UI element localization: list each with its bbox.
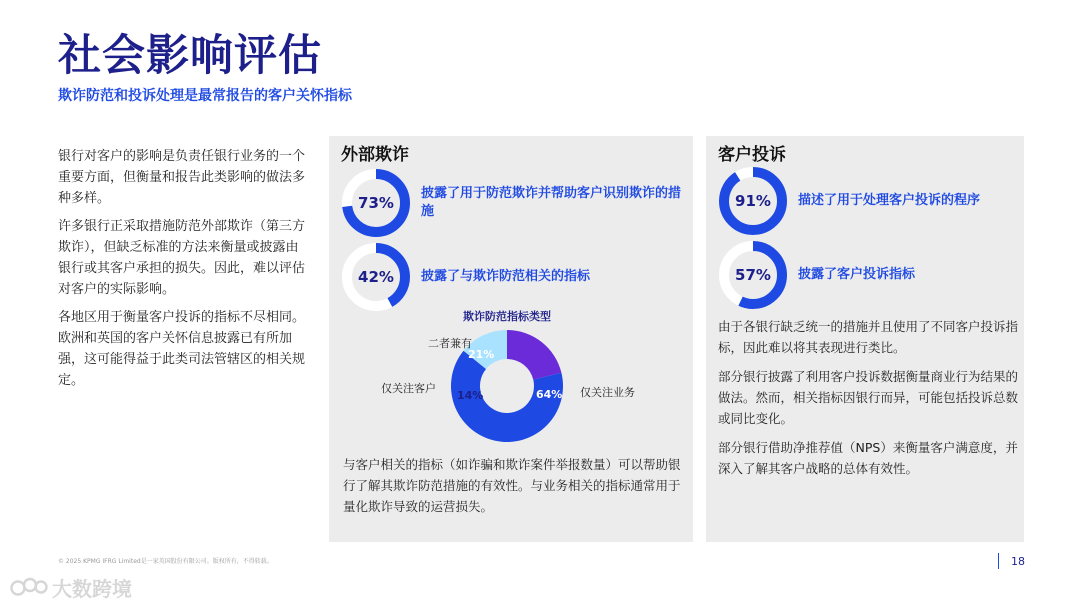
intro-text [58, 146, 310, 398]
donut-legend-label-business: 仅关注业务 [580, 386, 635, 399]
copyright-footer: © 2025 KPMG IFRG Limited是一家英国股份有限公司。版权所有，不得转载。 [58, 558, 273, 565]
fraud-bottom-text: 与客户相关的指标（如诈骗和欺诈案件举报数量）可以帮助银行了解其欺诈防范措施的有效性。与业务相关的指标通常用于量化欺诈导致的运营损失。 [343, 457, 681, 514]
page-number: 18 [1011, 555, 1025, 568]
intro-paragraph: 银行对客户的影响是负责任银行业务的一个重要方面，但衡量和报告此类影响的做法多种多样。 [58, 149, 306, 206]
donut-chart-title: 欺诈防范指标类型 [463, 310, 551, 323]
page-number-divider [998, 553, 999, 569]
stat-label: 披露了与欺诈防范相关的指标 [421, 269, 591, 284]
progress-ring [341, 242, 411, 312]
fraud-stat-measures [341, 168, 681, 240]
complaint-stat-procedure [718, 166, 1018, 238]
fraud-panel-title: 外部欺诈 [341, 145, 409, 165]
ring-percent: 73% [358, 194, 394, 212]
stat-label: 描述了用于处理客户投诉的程序 [798, 193, 981, 208]
progress-ring [718, 166, 788, 236]
stat-label: 披露了用于防范欺诈并帮助客户识别欺诈的措施 [421, 186, 682, 219]
progress-ring [718, 240, 788, 310]
complaint-paragraph: 部分银行借助净推荐值（NPS）来衡量客户满意度，并深入了解其客户战略的总体有效性。 [718, 440, 1018, 476]
complaint-panel-title: 客户投诉 [718, 145, 786, 165]
ring-percent: 42% [358, 268, 394, 286]
fraud-stat-metrics [341, 242, 681, 314]
complaint-paragraph: 部分银行披露了利用客户投诉数据衡量商业行为结果的做法。然而，相关指标因银行而异，可能包括投诉总数或同比变化。 [718, 369, 1019, 426]
donut-slice [507, 330, 561, 380]
watermark-logo-icon [10, 575, 48, 599]
intro-paragraph: 各地区用于衡量客户投诉的指标不尽相同。欧洲和英国的客户关怀信息披露已有所加强，这可能得益于此类司法管辖区的相关规定。 [58, 310, 306, 388]
page-title: 社会影响评估 [58, 31, 322, 81]
fraud-panel [329, 136, 693, 542]
complaint-stat-metrics [718, 240, 1018, 312]
ring-percent: 57% [735, 266, 771, 284]
ring-percent: 91% [735, 192, 771, 210]
watermark-text: 大数跨境 [52, 576, 132, 601]
donut-segment-label-business: 64% [536, 388, 563, 401]
donut-segment-label-customer: 14% [457, 389, 484, 402]
donut-segment-label-both: 21% [468, 348, 495, 361]
page-subtitle: 欺诈防范和投诉处理是最常报告的客户关怀指标 [58, 88, 352, 104]
progress-ring [341, 168, 411, 238]
complaint-paragraph: 由于各银行缺乏统一的措施并且使用了不同客户投诉指标，因此难以将其表现进行类比。 [718, 319, 1019, 355]
stat-label: 披露了客户投诉指标 [798, 267, 916, 282]
complaint-text [718, 316, 1018, 487]
intro-paragraph: 许多银行正采取措施防范外部欺诈（第三方欺诈），但缺乏标准的方法来衡量或披露由银行或其客户承担的损失。因此，难以评估对客户的实际影响。 [58, 219, 306, 297]
watermark [10, 574, 132, 600]
donut-legend-label-customer: 仅关注客户 [381, 382, 436, 395]
donut-legend-label-both: 二者兼有 [428, 337, 472, 350]
complaint-panel [706, 136, 1024, 542]
